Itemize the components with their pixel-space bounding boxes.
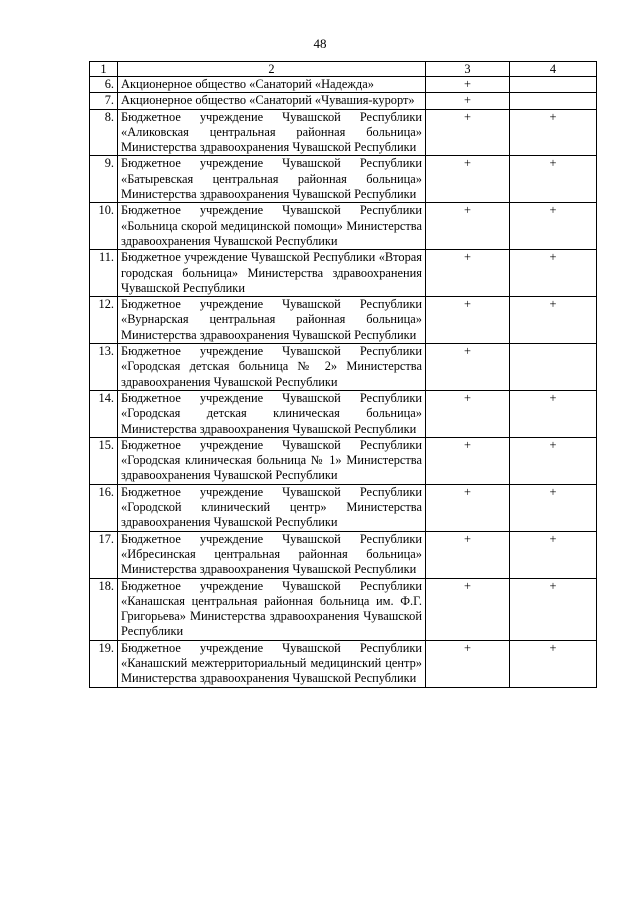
- row-number-cell: 14.: [90, 390, 118, 437]
- row-number-cell: 11.: [90, 250, 118, 297]
- column-3-mark-cell: +: [426, 484, 510, 531]
- institution-name-cell: Бюджетное учреждение Чувашской Республики «Канашская центральная районная больница им. Ф.Г. Григорьева» Министерства здравоохранения Чувашской Республики: [118, 578, 426, 640]
- column-4-mark-cell: [510, 344, 597, 391]
- institution-name-cell: Бюджетное учреждение Чувашской Республики «Ибресинская центральная районная больница» Министерства здравоохранения Чувашской Республики: [118, 531, 426, 578]
- column-3-mark-cell: +: [426, 203, 510, 250]
- column-3-mark-cell: +: [426, 109, 510, 156]
- column-3-mark-cell: +: [426, 578, 510, 640]
- column-4-mark-cell: +: [510, 250, 597, 297]
- column-4-mark-cell: +: [510, 390, 597, 437]
- institution-name-cell: Бюджетное учреждение Чувашской Республики «Городской клинический центр» Министерства здравоохранения Чувашской Республики: [118, 484, 426, 531]
- column-4-mark-cell: +: [510, 203, 597, 250]
- row-number-cell: 16.: [90, 484, 118, 531]
- column-header-4: 4: [510, 62, 597, 77]
- table-row: [90, 297, 597, 344]
- institution-name-cell: Бюджетное учреждение Чувашской Республики «Вурнарская центральная районная больница» Министерства здравоохранения Чувашской Республики: [118, 297, 426, 344]
- table-row: [90, 109, 597, 156]
- table-row: [90, 156, 597, 203]
- column-3-mark-cell: +: [426, 250, 510, 297]
- table-row: [90, 344, 597, 391]
- institution-name-cell: Акционерное общество «Санаторий «Чувашия-курорт»: [118, 93, 426, 109]
- row-number-cell: 13.: [90, 344, 118, 391]
- table-row: [90, 531, 597, 578]
- column-3-mark-cell: +: [426, 93, 510, 109]
- institutions-table: [89, 61, 597, 688]
- column-4-mark-cell: +: [510, 437, 597, 484]
- page-number: 48: [313, 36, 327, 51]
- column-4-mark-cell: +: [510, 109, 597, 156]
- institution-name-cell: Бюджетное учреждение Чувашской Республики «Городская детская больница № 2» Министерства здравоохранения Чувашской Республики: [118, 344, 426, 391]
- institution-name-cell: Бюджетное учреждение Чувашской Республики «Канашский межтерриториальный медицинский центр» Министерства здравоохранения Чувашской Республики: [118, 640, 426, 687]
- table-row: [90, 578, 597, 640]
- column-header-1: 1: [90, 62, 118, 77]
- column-header-3: 3: [426, 62, 510, 77]
- institution-name-cell: Бюджетное учреждение Чувашской Республики «Батыревская центральная районная больница» Министерства здравоохранения Чувашской Республики: [118, 156, 426, 203]
- column-header-2: 2: [118, 62, 426, 77]
- column-3-mark-cell: +: [426, 297, 510, 344]
- institution-name-cell: Бюджетное учреждение Чувашской Республики «Аликовская центральная районная больница» Министерства здравоохранения Чувашской Республики: [118, 109, 426, 156]
- row-number-cell: 19.: [90, 640, 118, 687]
- table-body: [90, 62, 597, 688]
- column-3-mark-cell: +: [426, 640, 510, 687]
- institution-name-cell: Бюджетное учреждение Чувашской Республики «Городская клиническая больница № 1» Министерства здравоохранения Чувашской Республики: [118, 437, 426, 484]
- table-row: [90, 640, 597, 687]
- institution-name-cell: Бюджетное учреждение Чувашской Республики «Вторая городская больница» Министерства здравоохранения Чувашской Республики: [118, 250, 426, 297]
- table-row: [90, 437, 597, 484]
- column-3-mark-cell: +: [426, 344, 510, 391]
- column-4-mark-cell: +: [510, 640, 597, 687]
- column-4-mark-cell: +: [510, 531, 597, 578]
- row-number-cell: 9.: [90, 156, 118, 203]
- row-number-cell: 18.: [90, 578, 118, 640]
- table-row: [90, 77, 597, 93]
- column-3-mark-cell: +: [426, 390, 510, 437]
- institution-name-cell: Акционерное общество «Санаторий «Надежда»: [118, 77, 426, 93]
- table-row: [90, 203, 597, 250]
- table-row: [90, 390, 597, 437]
- row-number-cell: 17.: [90, 531, 118, 578]
- column-3-mark-cell: +: [426, 77, 510, 93]
- column-4-mark-cell: +: [510, 484, 597, 531]
- table-row: [90, 93, 597, 109]
- institution-name-cell: Бюджетное учреждение Чувашской Республики «Больница скорой медицинской помощи» Министерства здравоохранения Чувашской Республики: [118, 203, 426, 250]
- column-4-mark-cell: [510, 93, 597, 109]
- table-row: [90, 484, 597, 531]
- row-number-cell: 10.: [90, 203, 118, 250]
- column-4-mark-cell: +: [510, 297, 597, 344]
- row-number-cell: 8.: [90, 109, 118, 156]
- row-number-cell: 6.: [90, 77, 118, 93]
- column-3-mark-cell: +: [426, 531, 510, 578]
- row-number-cell: 15.: [90, 437, 118, 484]
- column-4-mark-cell: +: [510, 156, 597, 203]
- table-header-row: [90, 62, 597, 77]
- column-3-mark-cell: +: [426, 437, 510, 484]
- column-3-mark-cell: +: [426, 156, 510, 203]
- row-number-cell: 7.: [90, 93, 118, 109]
- table-row: [90, 250, 597, 297]
- row-number-cell: 12.: [90, 297, 118, 344]
- column-4-mark-cell: +: [510, 578, 597, 640]
- column-4-mark-cell: [510, 77, 597, 93]
- institution-name-cell: Бюджетное учреждение Чувашской Республики «Городская детская клиническая больница» Министерства здравоохранения Чувашской Республики: [118, 390, 426, 437]
